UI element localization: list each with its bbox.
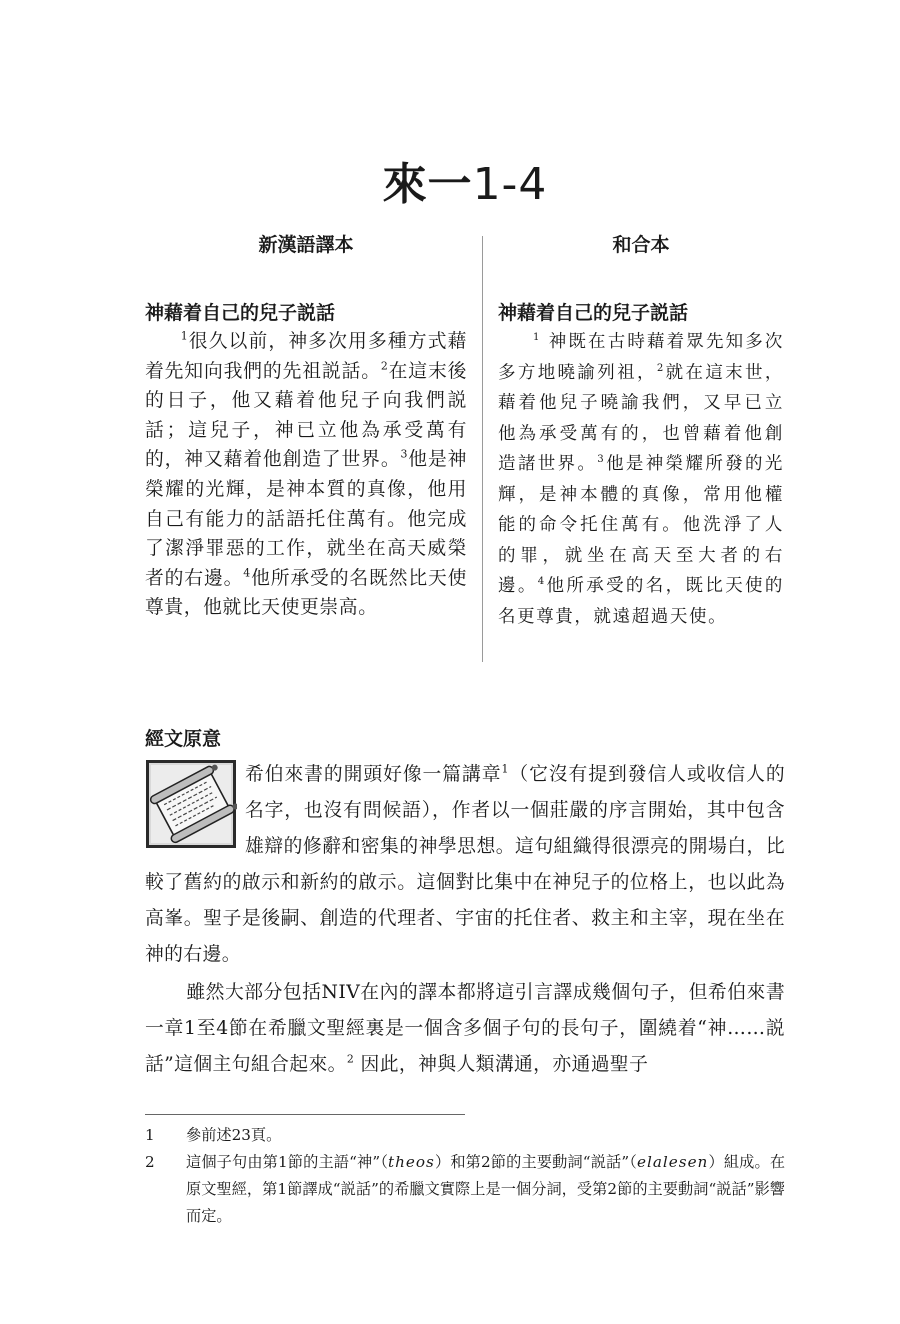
footnotes (145, 1122, 785, 1230)
verse-number: 3 (400, 448, 409, 462)
page-title (0, 148, 900, 212)
verse-body: 他是神榮耀的光輝，是神本質的真像，他用自己有能力的話語托住萬有。他完成了潔淨罪惡的工作，就坐在高天威榮者的右邊。 (145, 449, 467, 589)
verse-body: 他是神榮耀所發的光輝，是神本體的真像，常用他權能的命令托住萬有。他洗淨了人的罪，就坐在高天至大者的右邊。 (498, 454, 785, 596)
commentary-section (145, 724, 785, 1083)
left-verse-text (145, 327, 467, 623)
verse-number: 2 (656, 362, 665, 374)
verse-body: 就在這末世，藉着他兒子曉諭我們，又早已立他為承受萬有的，也曾藉着他創造諸世界。 (498, 362, 784, 474)
verse-number: 3 (597, 454, 606, 466)
footnote-text: ）和第2節的主要動詞“説話”（ (434, 1153, 638, 1171)
scroll-icon (145, 759, 237, 849)
paragraph-text: 因此，神與人類溝通，亦通過聖子 (360, 1054, 649, 1075)
right-version-label: 和合本 (612, 234, 670, 256)
commentary-paragraph (145, 975, 785, 1083)
greek-term: elalesen (637, 1153, 709, 1171)
footnote-text: 參前述23頁。 (186, 1126, 282, 1144)
column-divider (482, 236, 483, 662)
verse-body: 很久以前，神多次用多種方式藉着先知向我們的先祖説話。 (145, 331, 467, 382)
greek-term: theos (388, 1153, 435, 1171)
page-title-book: 來一 (382, 159, 473, 210)
left-version-label: 新漢語譯本 (258, 234, 354, 256)
verse-body: 神既在古時藉着眾先知多次多方地曉諭列祖， (498, 332, 784, 383)
verse-body: 在這末後的日子，他又藉着他兒子向我們説話；這兒子，神已立他為承受萬有的，神又藉着他創造了世界。 (145, 360, 467, 471)
footnote-ref: 2 (346, 1052, 355, 1066)
footnote-text: 這個子句由第1節的主語“神”（ (186, 1153, 389, 1171)
paragraph-text: 希伯來書的開頭好像一篇講章 (245, 764, 502, 785)
right-section-heading: 神藉着自己的兒子説話 (498, 302, 689, 324)
paragraph-text: （它沒有提到發信人或收信人的名字，也沒有問候語），作者以一個莊嚴的序言開始，其中包含雄辯的修辭和密集的神學思想。這句組織得很漂亮的開場白，比較了舊約的啟示和新約的啟示。這個對比集中在神兒子的位格上，也以此為高峯。聖子是後嗣、創造的代理者、宇宙的托住者、救主和主宰，現在坐在神的右邊。 (145, 764, 785, 965)
verse-body: 他所承受的名，既比天使的名更尊貴，就遠超過天使。 (498, 576, 785, 627)
verse-body: 他所承受的名既然比天使尊貴，他就比天使更崇高。 (145, 567, 468, 619)
verse-number: 4 (537, 576, 546, 588)
left-section-heading: 神藉着自己的兒子説話 (145, 302, 336, 324)
left-column (145, 230, 467, 623)
footnote (145, 1122, 785, 1149)
footnote-number: 1 (145, 1126, 155, 1144)
right-column (498, 230, 784, 632)
footnote-rule (145, 1114, 465, 1115)
footnote-number: 2 (145, 1153, 155, 1171)
paragraph-text: 雖然大部分包括NIV在內的譯本都將這引言譯成幾個句子，但希伯來書一章1至4節在希臘文聖經裏是一個含多個子句的長句子，圍繞着“神……説話”這個主句組合起來。 (145, 982, 785, 1075)
verse-number: 4 (243, 566, 251, 580)
footnote-text: ）組成。在原文聖經，第1節譯成“説話”的希臘文實際上是一個分詞，受第2節的主要動詞“説話”影響而定。 (186, 1153, 786, 1225)
verse-number: 1 (533, 332, 542, 344)
page-title-ref: 1-4 (472, 159, 548, 210)
verse-number: 2 (380, 359, 389, 373)
right-verse-text (498, 327, 784, 632)
commentary-heading: 經文原意 (145, 728, 222, 750)
verse-number: 1 (180, 329, 189, 343)
commentary-paragraph (145, 757, 785, 973)
footnote (145, 1149, 785, 1230)
footnote-ref: 1 (501, 762, 509, 776)
